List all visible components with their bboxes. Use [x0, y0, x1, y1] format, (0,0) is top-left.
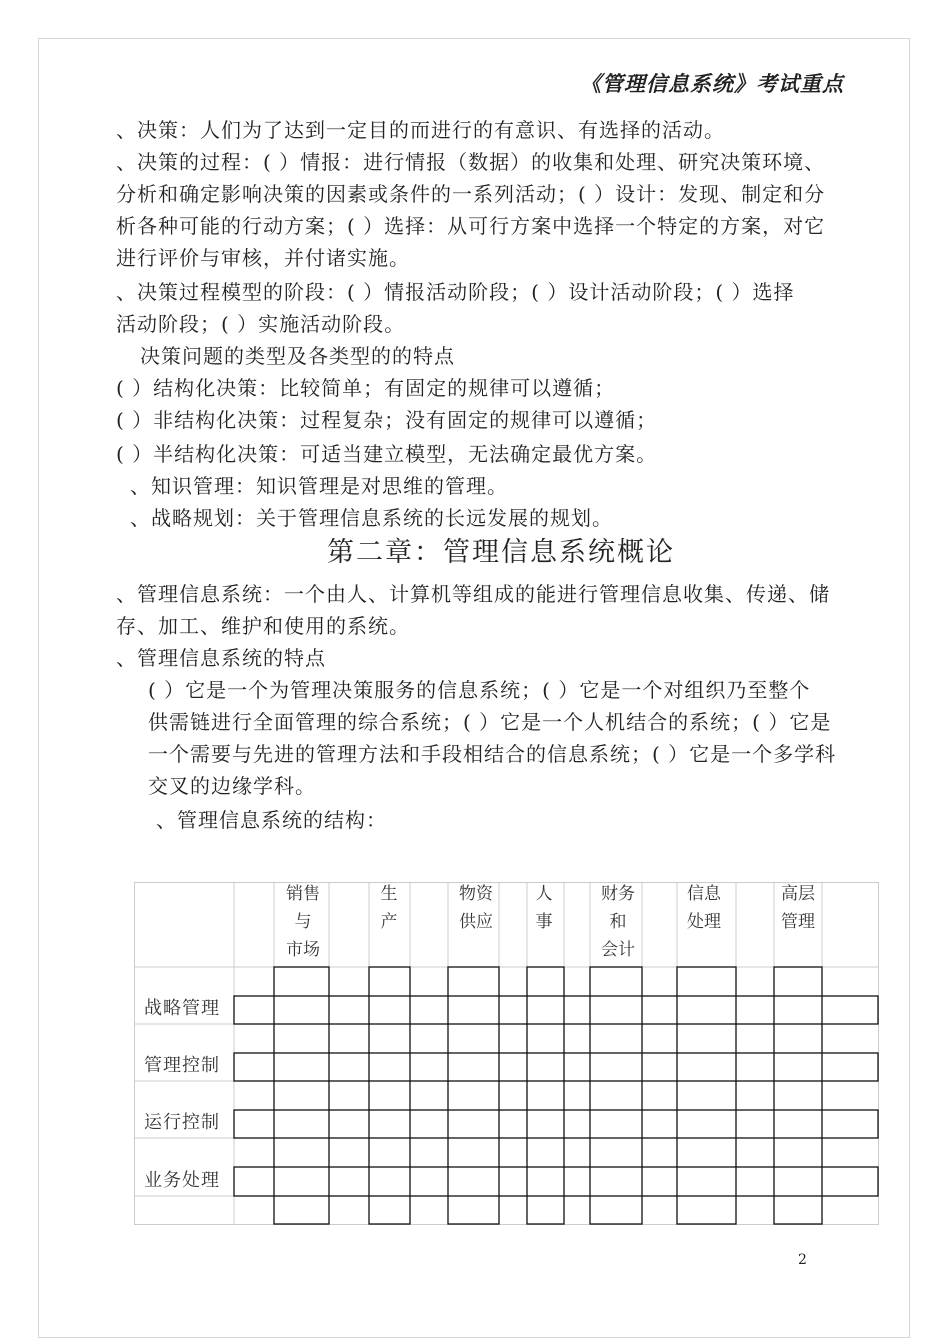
chapter-title: 第二章：管理信息系统概论: [327, 537, 675, 568]
text-line: ( ）它是一个为管理决策服务的信息系统；( ）它是一个对组织乃至整个: [148, 678, 811, 702]
column-header-personnel: [531, 880, 557, 936]
column-header-top-management: [776, 880, 820, 936]
text-line: 、决策过程模型的阶段：( ）情报活动阶段；( ）设计活动阶段；( ）选择: [116, 280, 795, 304]
column-header-text: 会计: [601, 940, 635, 960]
column-header-text: 事: [535, 912, 553, 932]
text-line: 、知识管理：知识管理是对思维的管理。: [130, 474, 508, 498]
column-header-supply: [454, 880, 498, 936]
column-header-text: 生: [380, 884, 398, 904]
row-header-transaction-processing: 业务处理: [144, 1170, 220, 1191]
text-line: 、管理信息系统的特点: [116, 646, 326, 670]
text-line: 供需链进行全面管理的综合系统；( ）它是一个人机结合的系统；( ）它是: [148, 710, 832, 734]
text-line: 、战略规划：关于管理信息系统的长远发展的规划。: [130, 506, 613, 530]
column-header-text: 与: [294, 912, 312, 932]
text-line: 分析和确定影响决策的因素或条件的一系列活动；( ）设计：发现、制定和分: [116, 182, 826, 206]
column-header-text: 管理: [781, 912, 815, 932]
column-header-text: 信息: [687, 884, 721, 904]
text-line: 进行评价与审核，并付诸实施。: [116, 246, 410, 270]
text-line: ( ）非结构化决策：过程复杂；没有固定的规律可以遵循；: [116, 408, 658, 432]
column-header-text: 产: [380, 912, 398, 932]
column-header-text: 供应: [459, 912, 493, 932]
column-header-text: 物资: [459, 884, 493, 904]
column-header-sales: [282, 880, 324, 964]
text-line: 决策问题的类型及各类型的的特点: [140, 344, 455, 368]
row-header-management-control: 管理控制: [144, 1055, 220, 1076]
text-line: 一个需要与先进的管理方法和手段相结合的信息系统；( ）它是一个多学科: [148, 742, 837, 766]
text-line: 析各种可能的行动方案；( ）选择：从可行方案中选择一个特定的方案，对它: [116, 214, 826, 238]
column-header-info-processing: [682, 880, 726, 936]
page-number: 2: [798, 1252, 807, 1268]
column-header-text: 和: [609, 912, 627, 932]
column-header-text: 销售: [286, 884, 320, 904]
column-header-text: 市场: [286, 940, 320, 960]
text-line: 、管理信息系统的结构：: [156, 808, 387, 832]
row-header-strategic: 战略管理: [144, 998, 220, 1019]
structure-table-grid: [134, 882, 880, 1226]
column-header-text: 高层: [781, 884, 815, 904]
text-line: 交叉的边缘学科。: [148, 774, 316, 798]
text-line: ( ）结构化决策：比较简单；有固定的规律可以遵循；: [116, 376, 616, 400]
page-header: 《管理信息系统》考试重点: [580, 71, 844, 96]
column-header-finance: [596, 880, 640, 964]
column-header-text: 财务: [601, 884, 635, 904]
text-line: 、决策的过程：( ）情报：进行情报（数据）的收集和处理、研究决策环境、: [116, 150, 826, 174]
text-line: 活动阶段；( ）实施活动阶段。: [116, 312, 406, 336]
column-header-text: 处理: [687, 912, 721, 932]
text-line: 、管理信息系统：一个由人、计算机等组成的能进行管理信息收集、传递、储: [116, 582, 830, 606]
text-line: 、决策：人们为了达到一定目的而进行的有意识、有选择的活动。: [116, 118, 725, 142]
column-header-production: [375, 880, 403, 936]
text-line: 存、加工、维护和使用的系统。: [116, 614, 410, 638]
text-line: ( ）半结构化决策：可适当建立模型，无法确定最优方案。: [116, 442, 658, 466]
row-header-operational-control: 运行控制: [144, 1112, 220, 1133]
column-header-text: 人: [535, 884, 553, 904]
